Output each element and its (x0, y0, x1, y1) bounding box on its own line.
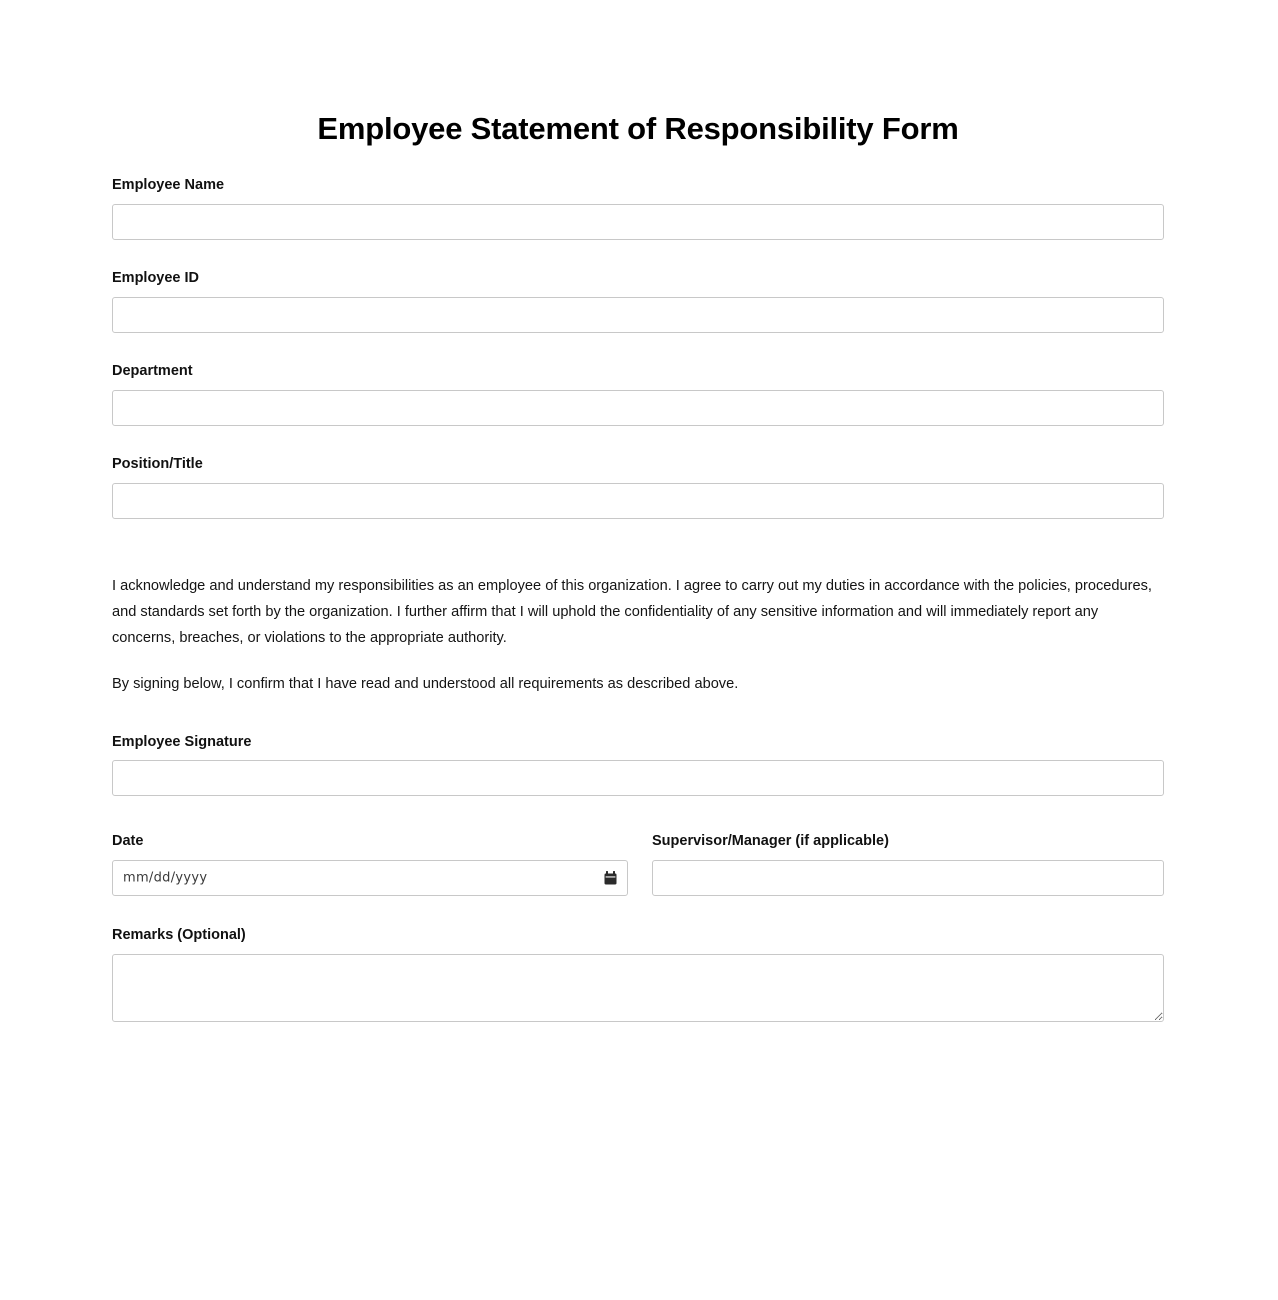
form-container (112, 0, 1164, 1022)
field-employee-name (112, 176, 1164, 240)
page-title: Employee Statement of Responsibility Form (317, 111, 959, 146)
remarks-label: Remarks (Optional) (112, 927, 246, 944)
employee-signature-input[interactable] (112, 760, 1164, 796)
date-input-wrapper (112, 860, 628, 896)
field-position-title (112, 455, 1164, 519)
department-label: Department (112, 362, 193, 379)
statement-paragraph-2: By signing below, I confirm that I have read and understood all requirements as described above. (112, 675, 739, 692)
date-input[interactable] (112, 860, 628, 896)
position-title-input[interactable] (112, 483, 1164, 519)
statement-paragraph-1: I acknowledge and understand my responsibilities as an employee of this organization. I agree to carry out my duties in accordance with the policies, procedures, and standards set forth by the organization. I further affirm that I will uphold the confidentiality of any sensitive information and will immediately report any concerns, breaches, or violations to the appropriate authority. (112, 577, 1152, 646)
field-remarks (112, 926, 1164, 1022)
calendar-icon[interactable] (604, 871, 617, 885)
field-department (112, 362, 1164, 426)
date-placeholder-text: mm/dd/yyyy (123, 870, 208, 886)
employee-name-input[interactable] (112, 204, 1164, 240)
field-employee-id (112, 269, 1164, 333)
field-supervisor (652, 832, 1164, 896)
field-date (112, 832, 628, 896)
field-employee-signature (112, 733, 1164, 797)
supervisor-label: Supervisor/Manager (if applicable) (652, 833, 889, 850)
supervisor-input[interactable] (652, 860, 1164, 896)
department-input[interactable] (112, 390, 1164, 426)
date-supervisor-row (112, 832, 1164, 896)
position-title-label: Position/Title (112, 455, 203, 472)
employee-id-label: Employee ID (112, 270, 200, 287)
date-label: Date (112, 833, 144, 850)
employee-signature-label: Employee Signature (112, 733, 252, 750)
employee-name-label: Employee Name (112, 177, 225, 194)
remarks-textarea[interactable] (112, 954, 1164, 1022)
employee-id-input[interactable] (112, 297, 1164, 333)
